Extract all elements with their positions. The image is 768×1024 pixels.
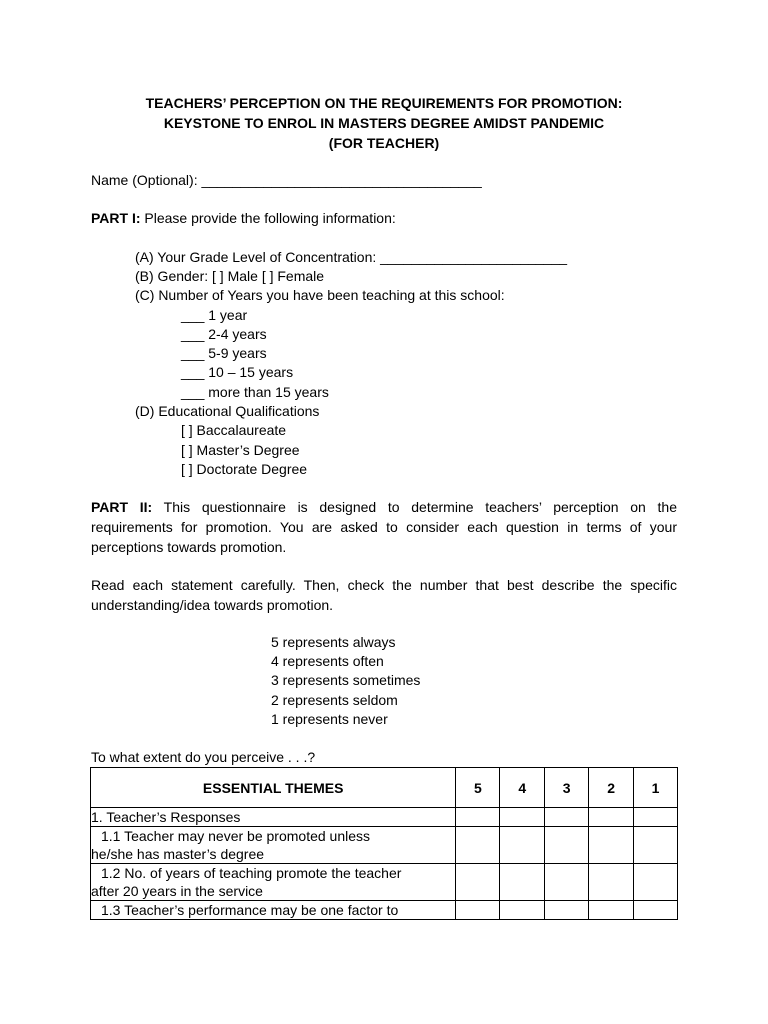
table-row (91, 808, 678, 827)
rating-cell[interactable] (589, 901, 634, 920)
table-header-row (91, 768, 678, 808)
theme-cell (91, 827, 456, 864)
theme-text-line: 1.1 Teacher may never be promoted unless (101, 828, 371, 844)
scale-item-2: 2 represents seldom (271, 692, 398, 708)
scale-item-1: 1 represents never (271, 711, 388, 727)
theme-cell (91, 864, 456, 901)
rating-cell[interactable] (456, 827, 500, 864)
part2-text-1: This questionnaire is designed to determine teachers’ perception on the (163, 499, 678, 515)
themes-header: ESSENTIAL THEMES (91, 768, 456, 808)
rating-cell[interactable] (456, 864, 500, 901)
scale-item-4: 4 represents often (271, 653, 384, 669)
rating-cell[interactable] (589, 827, 634, 864)
qualification-option-3[interactable]: [ ] Doctorate Degree (181, 461, 308, 477)
part1-intro (91, 209, 396, 228)
part2-paragraph (91, 497, 677, 557)
rating-cell[interactable] (500, 827, 545, 864)
years-teaching-label: (C) Number of Years you have been teaching at this school: (135, 287, 505, 303)
rating-cell[interactable] (545, 808, 589, 827)
rating-header-5: 5 (456, 768, 500, 808)
instruction-line-2: understanding/idea towards promotion. (91, 597, 334, 613)
rating-cell[interactable] (634, 864, 678, 901)
years-option-4[interactable]: ___ 10 – 15 years (181, 364, 294, 380)
gender-field[interactable]: (B) Gender: [ ] Male [ ] Female (135, 268, 325, 284)
rating-header-2: 2 (589, 768, 634, 808)
rating-cell[interactable] (545, 901, 589, 920)
rating-cell[interactable] (545, 827, 589, 864)
themes-table (90, 767, 678, 920)
years-option-2[interactable]: ___ 2-4 years (181, 326, 267, 342)
qualification-option-2[interactable]: [ ] Master’s Degree (181, 442, 300, 458)
rating-cell[interactable] (589, 864, 634, 901)
table-row (91, 901, 678, 920)
years-option-1[interactable]: ___ 1 year (181, 307, 248, 323)
part2-line-3: perceptions towards promotion. (91, 539, 287, 555)
instruction-paragraph (91, 575, 677, 615)
scale-item-5: 5 represents always (271, 634, 396, 650)
part1-label: PART I: (91, 210, 141, 226)
part1-instruction: Please provide the following information: (144, 210, 396, 226)
part2-line-2: requirements for promotion. You are asked to consider each question in terms of your (91, 519, 677, 535)
part2-label: PART II: (91, 499, 153, 515)
name-field[interactable]: Name (Optional): ____________________________________ (91, 172, 482, 188)
rating-cell[interactable] (500, 808, 545, 827)
rating-header-4: 4 (500, 768, 545, 808)
table-row (91, 864, 678, 901)
grade-level-field[interactable]: (A) Your Grade Level of Concentration: ________________________ (135, 249, 568, 265)
years-option-5[interactable]: ___ more than 15 years (181, 384, 329, 400)
rating-cell[interactable] (634, 901, 678, 920)
rating-cell[interactable] (634, 827, 678, 864)
rating-cell[interactable] (500, 901, 545, 920)
document-title-line-1: TEACHERS’ PERCEPTION ON THE REQUIREMENTS FOR PROMOTION: (145, 95, 623, 111)
theme-cell: 1. Teacher’s Responses (91, 808, 456, 827)
document-title-line-3: (FOR TEACHER) (328, 135, 440, 151)
part2-line-1 (91, 497, 677, 517)
theme-text-line: 1.3 Teacher’s performance may be one factor to (101, 902, 399, 918)
theme-text-line: he/she has master’s degree (91, 846, 265, 862)
rating-header-3: 3 (545, 768, 589, 808)
qualifications-label: (D) Educational Qualifications (135, 403, 320, 419)
rating-cell[interactable] (456, 808, 500, 827)
table-row (91, 827, 678, 864)
instruction-line-1: Read each statement carefully. Then, check the number that best describe the specific (91, 577, 677, 593)
document-title-line-2: KEYSTONE TO ENROL IN MASTERS DEGREE AMIDST PANDEMIC (163, 115, 605, 131)
theme-text-line: after 20 years in the service (91, 883, 263, 899)
rating-header-1: 1 (634, 768, 678, 808)
years-option-3[interactable]: ___ 5-9 years (181, 345, 267, 361)
scale-item-3: 3 represents sometimes (271, 672, 421, 688)
qualification-option-1[interactable]: [ ] Baccalaureate (181, 422, 287, 438)
rating-cell[interactable] (456, 901, 500, 920)
extent-question: To what extent do you perceive . . .? (91, 749, 316, 765)
rating-cell[interactable] (589, 808, 634, 827)
rating-cell[interactable] (545, 864, 589, 901)
theme-text-line: 1.2 No. of years of teaching promote the teacher (101, 865, 402, 881)
theme-cell (91, 901, 456, 920)
rating-cell[interactable] (500, 864, 545, 901)
rating-cell[interactable] (634, 808, 678, 827)
